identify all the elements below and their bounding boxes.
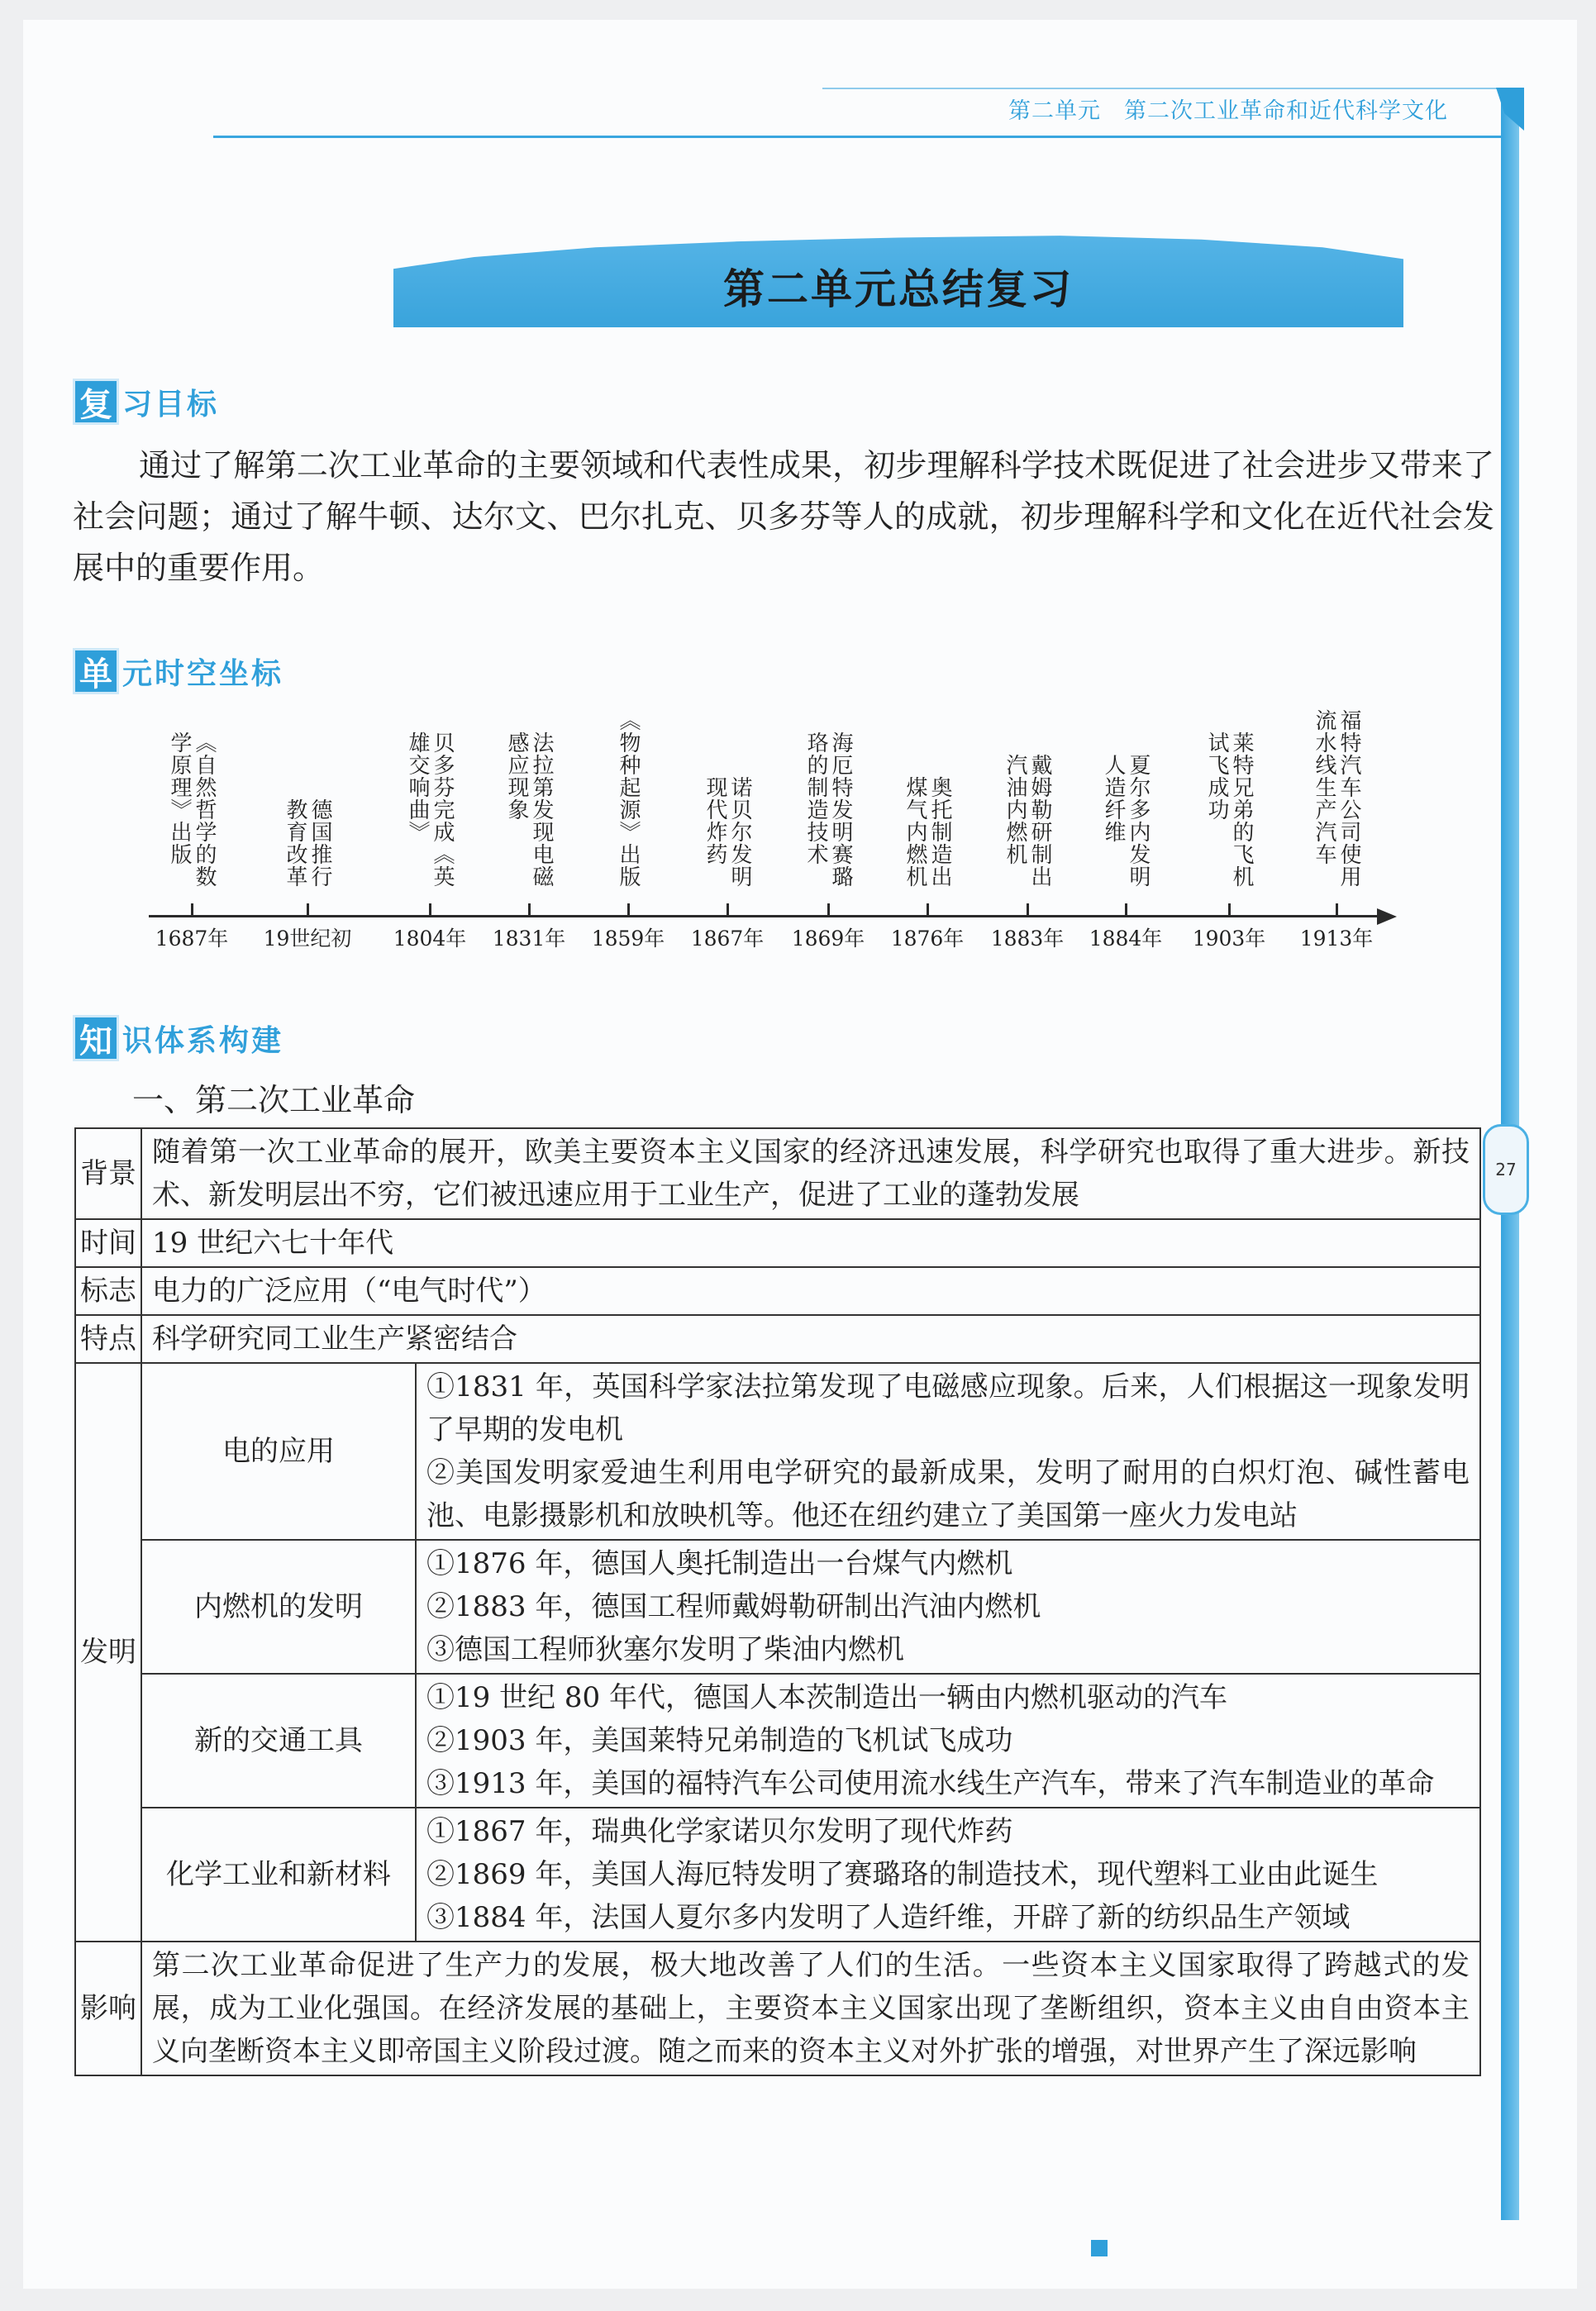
timeline-event-line: 莱特兄弟的飞机 [1229, 731, 1254, 888]
timeline-year: 1859年 [591, 927, 665, 951]
section-title: 习目标 [122, 387, 220, 422]
timeline-year: 1913年 [1299, 927, 1374, 951]
invention-group-name: 新的交通工具 [141, 1674, 416, 1808]
timeline-tick [429, 903, 431, 917]
header-rule [213, 136, 1501, 138]
table-row-impact [75, 1942, 1480, 2075]
timeline-year: 1687年 [155, 927, 229, 951]
section-heading-goals [73, 377, 219, 426]
timeline-event-line: 现代炸药 [703, 776, 727, 865]
timeline-tick [1125, 903, 1127, 917]
running-header [1008, 93, 1488, 125]
header-unit: 第二单元 [1008, 98, 1101, 124]
revolution-table [74, 1127, 1481, 2076]
row-text: 随着第一次工业革命的展开，欧美主要资本主义国家的经济迅速发展，科学研究也取得了重大进步。新技术、新发明层出不穷，它们被迅速应用于工业生产，促进了工业的蓬勃发展 [141, 1128, 1480, 1219]
table-row-invention [75, 1674, 1480, 1808]
timeline-event-line: 夏尔多内发明 [1126, 754, 1151, 888]
invention-item: ①1867 年，瑞典化学家诺贝尔发明了现代炸药 [426, 1815, 1013, 1848]
page-title: 第二单元总结复习 [723, 265, 1074, 313]
timeline-tick [528, 903, 531, 917]
subheading: 一、第二次工业革命 [132, 1082, 416, 1118]
section-title: 识体系构建 [122, 1023, 284, 1058]
timeline-event-line: 雄交响曲》 [405, 731, 430, 843]
section-heading-timeline [73, 646, 283, 696]
invention-group-name: 化学工业和新材料 [141, 1808, 416, 1942]
section-badge: 复 [73, 379, 119, 425]
timeline-year: 1869年 [791, 927, 865, 951]
timeline-event [616, 709, 641, 888]
invention-item: ①1831 年，英国科学家法拉第发现了电磁感应现象。后来，人们根据这一现象发明了早期的发电机 [426, 1370, 1470, 1446]
row-text: 电力的广泛应用（“电气时代”） [141, 1267, 1480, 1315]
row-label: 标志 [75, 1267, 141, 1315]
table-row-background [75, 1128, 1480, 1219]
invention-item: ③1913 年，美国的福特汽车公司使用流水线生产汽车，带来了汽车制造业的革命 [426, 1767, 1435, 1800]
timeline-event [167, 731, 217, 888]
timeline-event-line: 福特汽车公司使用 [1336, 709, 1361, 888]
timeline-tick [1027, 903, 1029, 917]
timeline-event-line: 人造纤维 [1101, 754, 1126, 843]
invention-item: ②1903 年，美国莱特兄弟制造的飞机试飞成功 [426, 1724, 1013, 1757]
timeline-event-line: 贝多芬完成《英 [430, 731, 455, 888]
row-text: 第二次工业革命促进了生产力的发展，极大地改善了人们的生活。一些资本主义国家取得了跨越式的发展，成为工业化强国。在经济发展的基础上，主要资本主义国家出现了垄断组织，资本主义由自由资本主义向垄断资本主义即帝国主义阶段过渡。随之而来的资本主义对外扩张的增强，对世界产生了深远影响 [141, 1942, 1480, 2075]
timeline-event-line: 戴姆勒研制出 [1027, 754, 1052, 888]
invention-item: ②美国发明家爱迪生利用电学研究的最新成果，发明了耐用的白炽灯泡、碱性蓄电池、电影摄影机和放映机等。他还在纽约建立了美国第一座火力发电站 [426, 1456, 1470, 1532]
timeline-event [1312, 709, 1361, 888]
table-row-invention [75, 1540, 1480, 1674]
timeline-year: 1876年 [890, 927, 965, 951]
timeline-year: 1804年 [393, 927, 467, 951]
timeline-year: 1883年 [990, 927, 1065, 951]
row-label: 特点 [75, 1315, 141, 1363]
table-row-time [75, 1219, 1480, 1267]
timeline-year: 1903年 [1192, 927, 1266, 951]
timeline-event-line: 法拉第发现电磁 [529, 731, 554, 888]
timeline-event-line: 教育改革 [283, 798, 307, 888]
timeline-event [504, 731, 554, 888]
timeline-event-line: 德国推行 [307, 798, 332, 888]
invention-item: ③1884 年，法国人夏尔多内发明了人造纤维，开辟了新的纺织品生产领域 [426, 1901, 1351, 1934]
timeline-event [803, 731, 853, 888]
timeline-event-line: 《物种起源》出版 [616, 709, 641, 888]
timeline-event-line: 《自然哲学的数 [192, 731, 217, 888]
timeline-event [1101, 754, 1151, 888]
timeline-event [903, 776, 952, 888]
timeline-event-line: 学原理》出版 [167, 731, 192, 865]
row-label: 时间 [75, 1219, 141, 1267]
invention-group-name: 电的应用 [141, 1363, 416, 1540]
invention-item: ①1876 年，德国人奥托制造出一台煤气内燃机 [426, 1547, 1013, 1580]
timeline-event-line: 海厄特发明赛璐 [828, 731, 853, 888]
section-title: 元时空坐标 [122, 656, 284, 691]
invention-group-items [416, 1363, 1480, 1540]
timeline-event [1003, 754, 1052, 888]
table-row-invention [75, 1808, 1480, 1942]
timeline-event-line: 感应现象 [504, 731, 529, 821]
page-number-tab [1483, 1124, 1529, 1215]
timeline-event-line: 试飞成功 [1204, 731, 1229, 821]
invention-item: ②1869 年，美国人海厄特发明了赛璐珞的制造技术，现代塑料工业由此诞生 [426, 1858, 1379, 1891]
invention-group-items [416, 1674, 1480, 1808]
footer-square [1091, 2240, 1108, 2256]
invention-item: ①19 世纪 80 年代，德国人本茨制造出一辆由内燃机驱动的汽车 [426, 1681, 1227, 1714]
section-badge: 单 [73, 648, 119, 694]
timeline-axis [149, 915, 1380, 917]
timeline-event [703, 776, 752, 888]
timeline-event-line: 汽油内燃机 [1003, 754, 1027, 865]
invention-group-name: 内燃机的发明 [141, 1540, 416, 1674]
timeline-year: 1884年 [1089, 927, 1163, 951]
timeline-event-line: 诺贝尔发明 [727, 776, 752, 888]
timeline-event-line: 珞的制造技术 [803, 731, 828, 865]
table-row-mark [75, 1267, 1480, 1315]
invention-item: ②1883 年，德国工程师戴姆勒研制出汽油内燃机 [426, 1590, 1041, 1623]
row-label: 发明 [75, 1363, 141, 1942]
timeline-event-line: 流水线生产汽车 [1312, 709, 1336, 865]
page-number: 27 [1495, 1160, 1517, 1179]
table-row-feature [75, 1315, 1480, 1363]
timeline-event-line: 奥托制造出 [927, 776, 952, 888]
header-rule-thin [822, 88, 1500, 89]
section-badge: 知 [73, 1015, 119, 1061]
timeline-event [1204, 731, 1254, 888]
header-unit-title: 第二次工业革命和近代科学文化 [1124, 98, 1448, 124]
section-heading-knowledge [73, 1013, 283, 1063]
timeline-tick [1336, 903, 1338, 917]
timeline-tick [307, 903, 309, 917]
timeline-year: 1867年 [690, 927, 765, 951]
invention-group-items [416, 1540, 1480, 1674]
invention-group-items [416, 1808, 1480, 1942]
timeline-tick [927, 903, 929, 917]
timeline-tick [627, 903, 630, 917]
timeline-tick [1228, 903, 1231, 917]
timeline-event-line: 煤气内燃机 [903, 776, 927, 888]
goals-paragraph: 通过了解第二次工业革命的主要领域和代表性成果，初步理解科学技术既促进了社会进步又带来了社会问题；通过了解牛顿、达尔文、巴尔扎克、贝多芬等人的成就，初步理解科学和文化在近代社会发展中的重要作用。 [73, 447, 1494, 586]
invention-item: ③德国工程师狄塞尔发明了柴油内燃机 [426, 1633, 904, 1666]
row-text: 科学研究同工业生产紧密结合 [141, 1315, 1480, 1363]
table-row-invention [75, 1363, 1480, 1540]
row-text: 19 世纪六七十年代 [141, 1219, 1480, 1267]
row-label: 背景 [75, 1128, 141, 1219]
timeline-event [405, 731, 455, 888]
timeline-tick [727, 903, 729, 917]
timeline-event [283, 798, 332, 888]
timeline-tick [191, 903, 193, 917]
timeline-year: 19世纪初 [263, 927, 352, 951]
timeline-year: 1831年 [492, 927, 566, 951]
row-label: 影响 [75, 1942, 141, 2075]
timeline-tick [827, 903, 830, 917]
